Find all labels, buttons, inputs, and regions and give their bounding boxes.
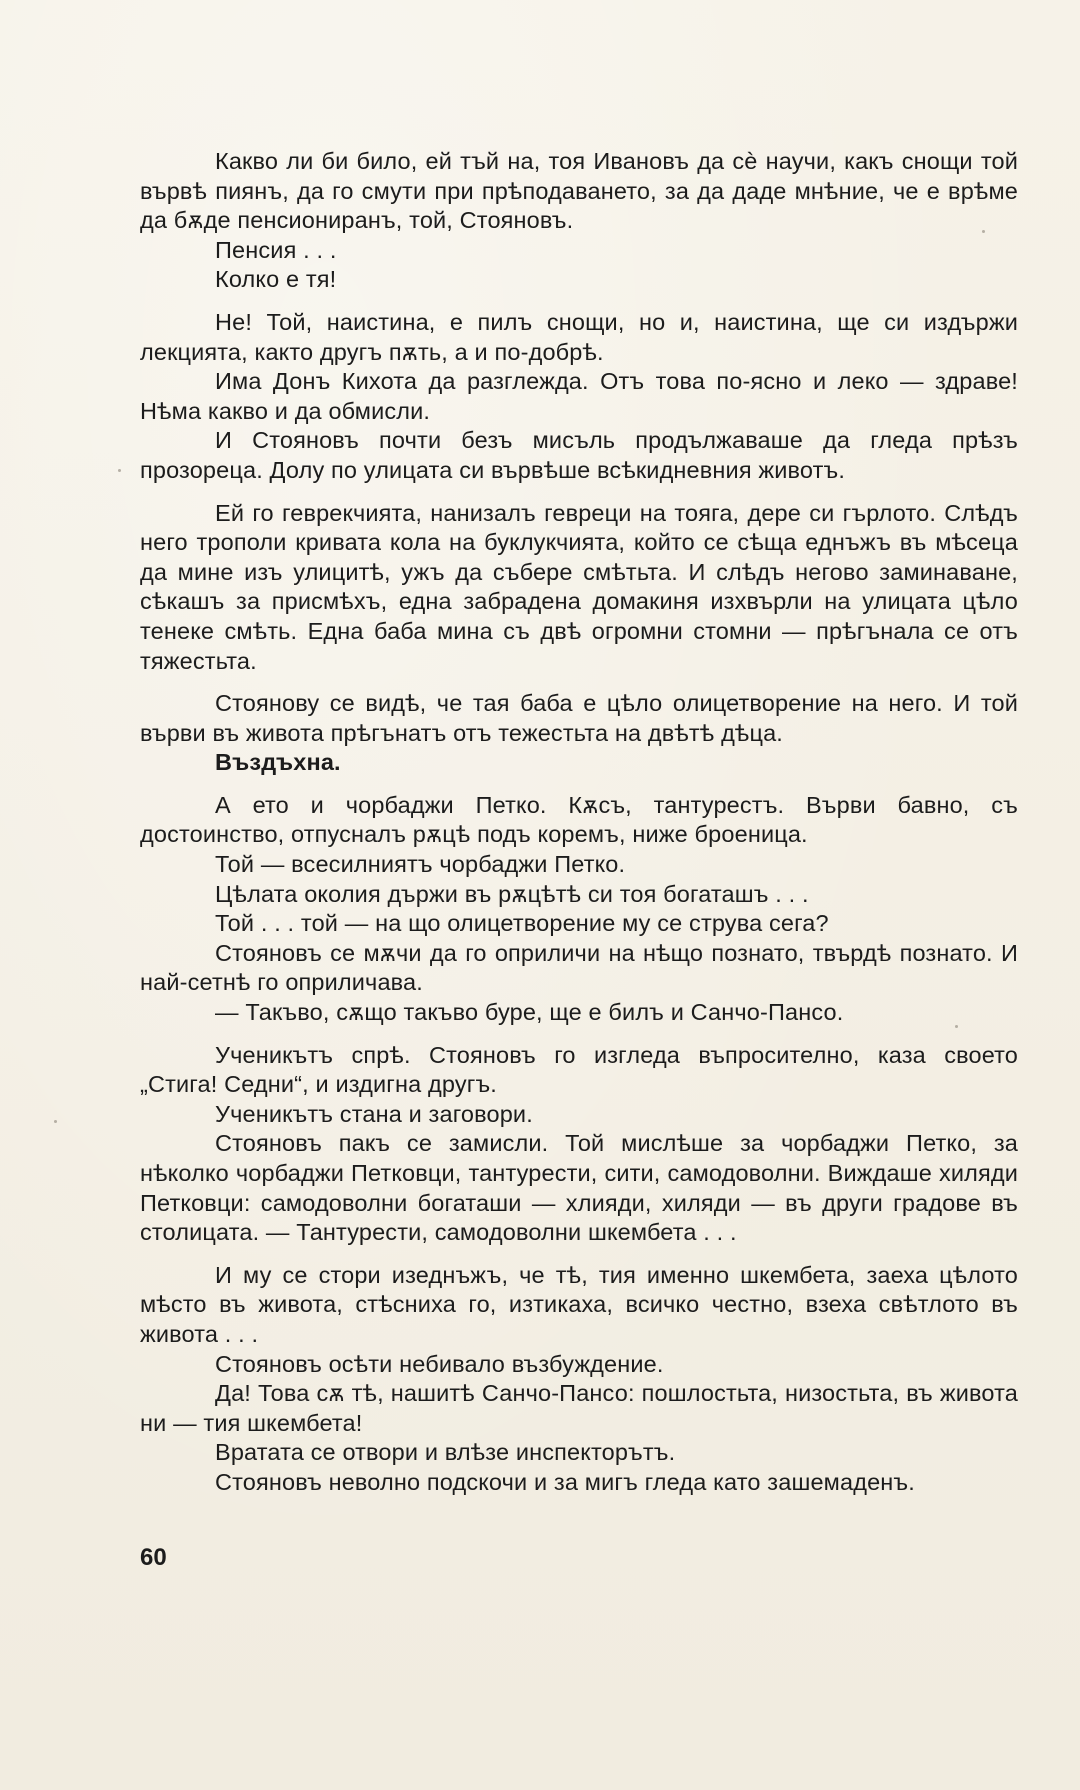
paragraph: И Стояновъ почти безъ мисъль продължаваше да гледа прѣзъ прозореца. Долу по улицата си вървѣше всѣкидневния животъ. bbox=[140, 427, 1018, 483]
paragraph: Той . . . той — на що олицетворение му се струва сега? bbox=[215, 910, 829, 937]
paragraph: Колко е тя! bbox=[215, 266, 337, 293]
paragraph: Ученикътъ стана и заговори. bbox=[215, 1100, 533, 1127]
paragraph: Стояновъ се мѫчи да го оприличи на нѣщо познато, твърдѣ познато. И най-сетнѣ го оприличава. bbox=[140, 939, 1018, 996]
paragraph: Стоянову се видѣ, че тая баба е цѣло олицетворение на него. И той върви въ живота прѣгънатъ отъ тежестьта на двѣтѣ дѣца. bbox=[140, 690, 1018, 746]
paper-speck bbox=[54, 1120, 57, 1123]
paragraph: Той — всесилниятъ чорбаджи Петко. bbox=[215, 851, 626, 878]
paragraph: Ученикътъ спрѣ. Стояновъ го изгледа въпросително, каза своето „Стига! Седни“, и издигна другъ. bbox=[140, 1041, 1018, 1098]
paragraph: Стояновъ осѣти небивало възбуждение. bbox=[215, 1350, 664, 1377]
paragraph: Ей го геврекчията, нанизалъ гевреци на тояга, дере си гърлото. Слѣдъ него трополи кривата кола на буклукчията, който се сѣща еднъжъ въ мѣсеца да мине изъ улицитѣ, ужъ да събере смѣтьта. И слѣдъ неговo заминаване, сѣкашъ за присмѣхъ, една забрадена домакиня изхвърли на улицата цѣло тенеке смѣть. Една баба мина съ двѣ огромни стомни — прѣгънала се отъ тяжестьта. bbox=[140, 499, 1018, 674]
paragraph: Стояновъ пакъ се замисли. Той мислѣше за чорбаджи Петко, за нѣколко чорбаджи Петковци, тантурести, сити, самодоволни. Виждаше хиляди Петковци: самодоволни богаташи — хлияди, хиляди — въ други градове въ столицата. — Тантурести, самодоволни шкембета . . . bbox=[140, 1130, 1018, 1246]
paragraph: Да! Това сѫ тѣ, нашитѣ Санчо-Пансо: пошлостьта, низостьта, въ живота ни — тия шкембета! bbox=[140, 1380, 1018, 1436]
paragraph: Цѣлата околия държи въ рѫцѣтѣ си тоя богаташъ . . . bbox=[215, 880, 809, 907]
paragraph: — Такъво, сѫщо такъво буре, ще е билъ и Санчо-Пансо. bbox=[215, 999, 844, 1026]
page-number: 60 bbox=[140, 1544, 167, 1571]
paragraph: Вратата се отвори и влѣзе инспекторътъ. bbox=[215, 1439, 676, 1466]
paragraph: Въздъхна. bbox=[215, 749, 341, 776]
paragraph: Стояновъ неволно подскочи и за мигъ гледа като зашемаденъ. bbox=[215, 1468, 915, 1495]
paragraph: Има Донъ Кихота да разглежда. Отъ това по-ясно и леко — здраве! Нѣма какво и да обмисли. bbox=[140, 368, 1018, 424]
paragraph: Какво ли би било, ей тъй на, тоя Ивановъ да сѐ научи, какъ снощи той вървѣ пиянъ, да го смути при прѣподаването, за да даде мнѣние, че е врѣме да бѫде пенсиониранъ, той, Стояновъ. bbox=[140, 148, 1018, 234]
paper-speck bbox=[118, 469, 121, 472]
paragraph: Не! Той, наистина, е пилъ снощи, но и, наистина, ще си издържи лекцията, както другъ пѫть, а и по-добрѣ. bbox=[140, 308, 1018, 365]
body-text bbox=[140, 147, 1018, 1498]
paragraph: И му се стори изеднъжъ, че тѣ, тия именно шкембета, заеха цѣлото мѣсто въ живота, стѣсниха го, изтикаха, всичко честно, взеха свѣтлото въ живота . . . bbox=[140, 1261, 1018, 1347]
paragraph: Пенсия . . . bbox=[215, 236, 337, 263]
paragraph: А ето и чорбаджи Петко. Кѫсъ, тантурестъ. Върви бавно, съ достоинство, отпусналъ рѫцѣ подъ коремъ, ниже броеница. bbox=[140, 791, 1018, 848]
